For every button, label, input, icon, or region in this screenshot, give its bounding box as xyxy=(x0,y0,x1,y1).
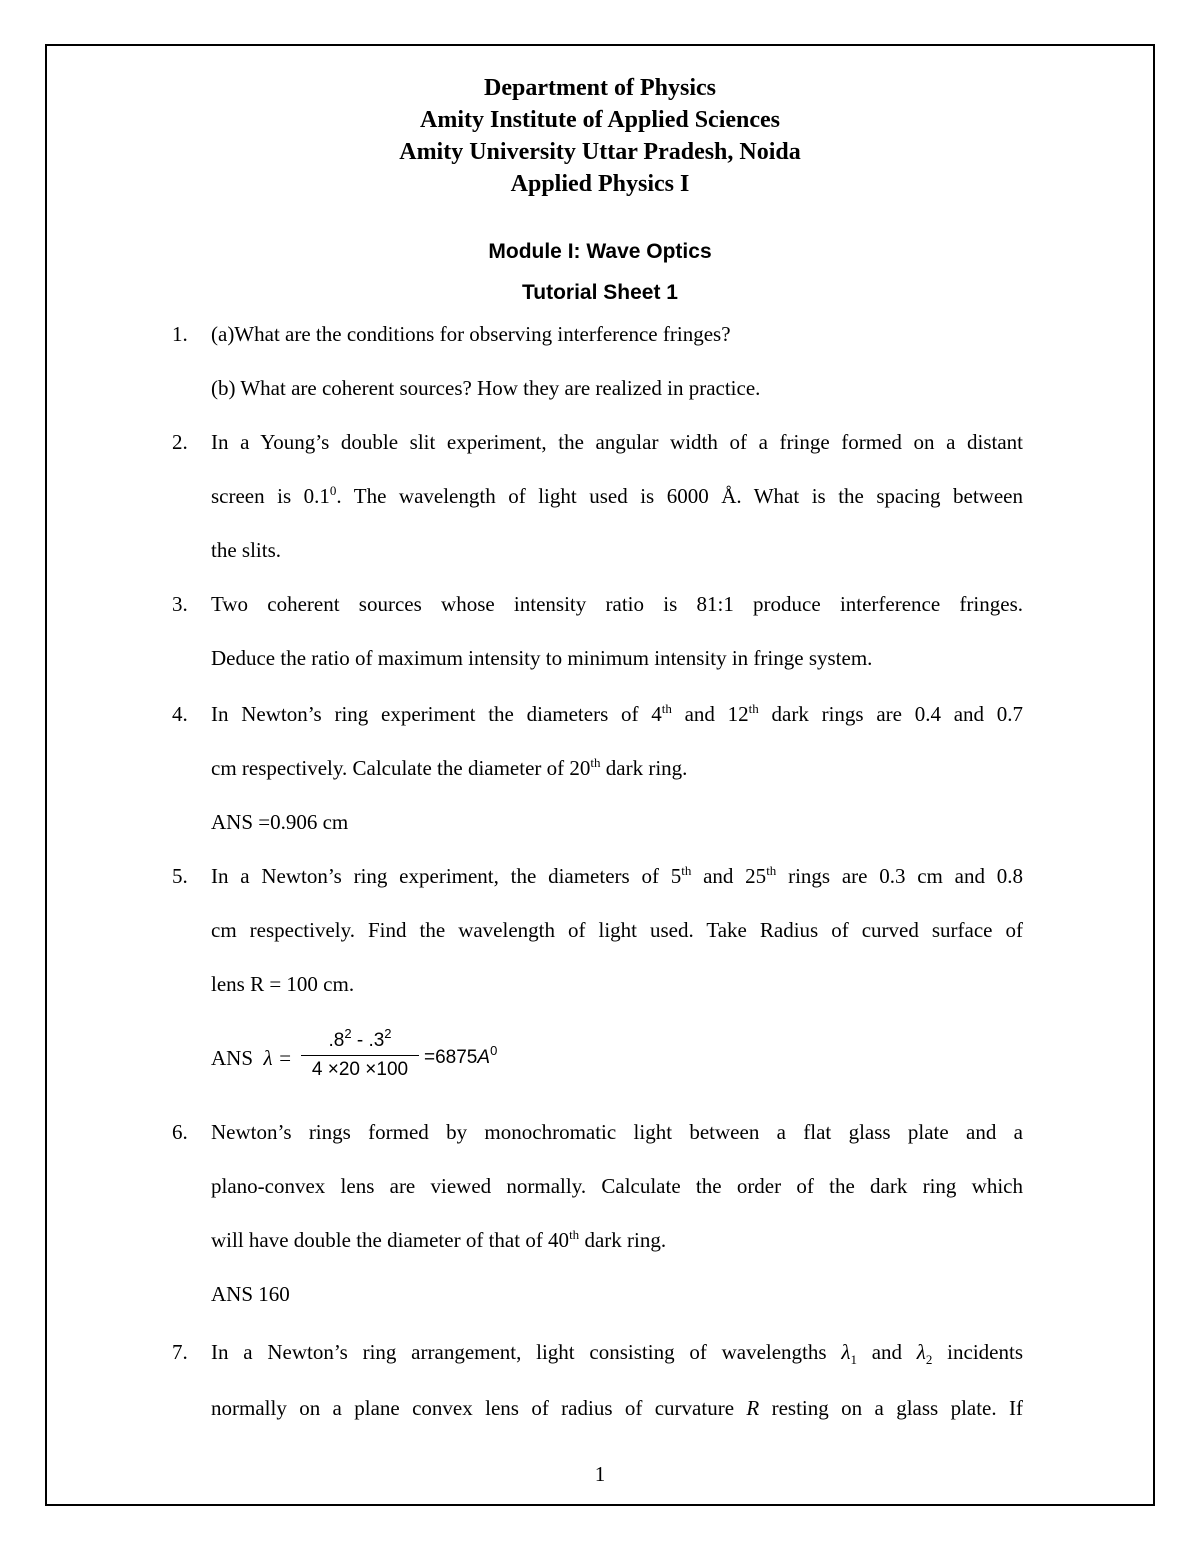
question-6-answer: ANS 160 xyxy=(211,1282,290,1306)
fraction-denominator: 4 ×20 ×100 xyxy=(311,1059,409,1080)
question-3-line-1: Two coherent sources whose intensity ratio is 81:1 produce interference fringes. xyxy=(211,592,1023,616)
fraction-numerator: $.8^2 - .3^2$ xyxy=(301,1030,419,1056)
course-title: Applied Physics I xyxy=(510,171,690,197)
question-number: 2. xyxy=(172,430,188,454)
question-number: 3. xyxy=(172,592,188,616)
sheet-title: Tutorial Sheet 1 xyxy=(522,281,678,304)
question-5-answer-label: ANS λ = xyxy=(211,1046,293,1070)
module-title: Module I: Wave Optics xyxy=(488,240,712,263)
question-number: 4. xyxy=(172,702,188,726)
question-5-line-3: lens R = 100 cm. xyxy=(211,972,355,996)
answer-fraction xyxy=(301,1026,419,1081)
question-number: 6. xyxy=(172,1120,188,1144)
question-1a-text: (a)What are the conditions for observing interference fringes? xyxy=(211,322,731,346)
answer-result: $=6875A^0$ xyxy=(424,1043,498,1068)
question-6-line-1: Newton’s rings formed by monochromatic light between a flat glass plate and a xyxy=(211,1120,1023,1144)
question-7-line-1: In a Newton’s ring arrangement, light consisting of wavelengths $\lambda_1$ and $\lambda_2$ incidents xyxy=(211,1340,1023,1367)
question-number: 5. xyxy=(172,864,188,888)
lambda-symbol: λ = xyxy=(263,1046,293,1070)
question-6-line-2: plano-convex lens are viewed normally. Calculate the order of the dark ring which xyxy=(211,1174,1023,1198)
question-1b-text: (b) What are coherent sources? How they are realized in practice. xyxy=(211,376,761,400)
question-5-line-1: In a Newton’s ring experiment, the diameters of 5th and 25th rings are 0.3 cm and 0.8 xyxy=(211,863,1023,888)
page-number: 1 xyxy=(594,1462,606,1486)
question-2-line-2: screen is $0.1^0$. The wavelength of light used is 6000 Å. What is the spacing between xyxy=(211,483,1023,508)
question-number: 7. xyxy=(172,1340,188,1364)
question-3-line-2: Deduce the ratio of maximum intensity to minimum intensity in fringe system. xyxy=(211,646,873,670)
question-number: 1. xyxy=(172,322,188,346)
question-7-line-2: normally on a plane convex lens of radius of curvature R resting on a glass plate. If xyxy=(211,1396,1023,1420)
institute-title: Amity Institute of Applied Sciences xyxy=(420,107,780,133)
question-4-line-1: In Newton’s ring experiment the diameters of 4th and 12th dark rings are 0.4 and 0.7 xyxy=(211,701,1023,726)
question-4-line-2: cm respectively. Calculate the diameter of 20th dark ring. xyxy=(211,755,688,780)
department-title: Department of Physics xyxy=(484,75,716,101)
question-5-line-2: cm respectively. Find the wavelength of light used. Take Radius of curved surface of xyxy=(211,918,1023,942)
question-6-line-3: will have double the diameter of that of 40th dark ring. xyxy=(211,1227,667,1252)
question-4-answer: ANS =0.906 cm xyxy=(211,810,349,834)
question-2-line-3: the slits. xyxy=(211,538,282,562)
header-block xyxy=(0,72,1200,200)
question-2-line-1: In a Young’s double slit experiment, the angular width of a fringe formed on a distant xyxy=(211,430,1023,454)
university-title: Amity University Uttar Pradesh, Noida xyxy=(399,139,801,165)
